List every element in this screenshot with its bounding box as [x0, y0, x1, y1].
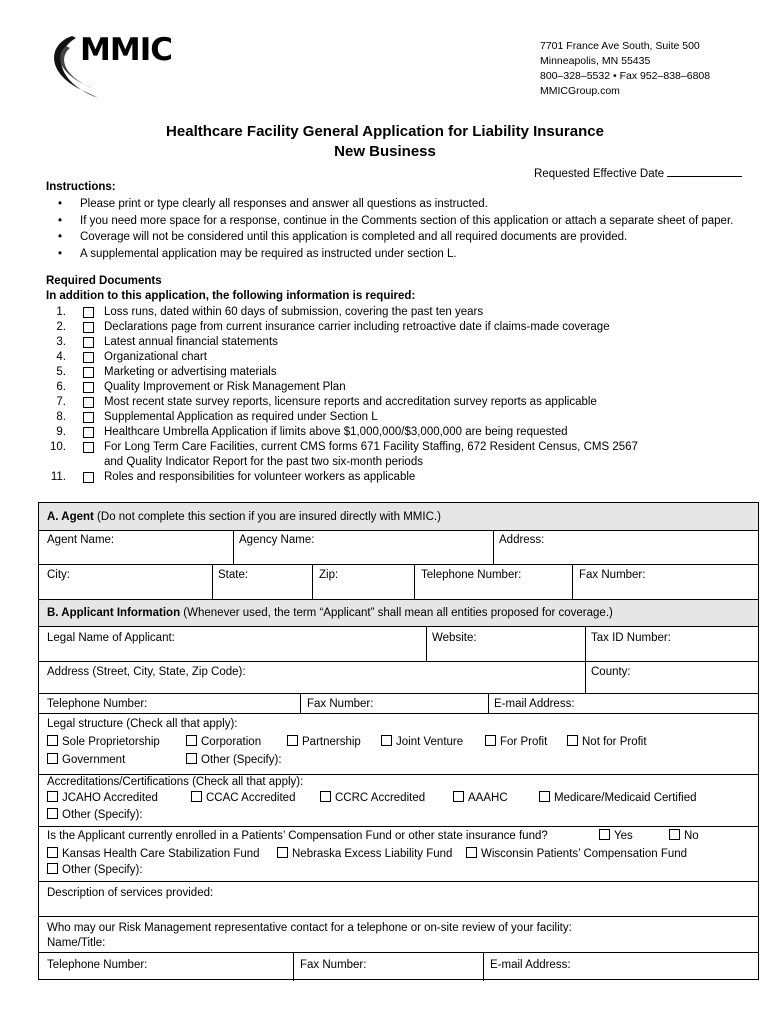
requested-effective-date [534, 167, 742, 180]
section-b-title: B. Applicant Information (Whenever used, the term “Applicant” shall mean all entities proposed for coverage.) [47, 607, 613, 619]
checkbox[interactable] [466, 847, 477, 858]
checkbox[interactable] [83, 412, 94, 423]
agency-name-field[interactable]: Agency Name: [239, 534, 315, 546]
checkbox[interactable] [47, 847, 58, 858]
tax-id-field[interactable]: Tax ID Number: [591, 632, 671, 644]
agent-name-field[interactable]: Agent Name: [47, 534, 115, 546]
contact-telephone-field[interactable]: Telephone Number: [47, 959, 148, 971]
website-field[interactable]: Website: [432, 632, 477, 644]
county-field[interactable]: County: [591, 666, 631, 678]
option-jcaho[interactable]: JCAHO Accredited [47, 791, 158, 805]
checkbox[interactable] [47, 791, 58, 802]
checkbox[interactable] [83, 307, 94, 318]
checkbox[interactable] [47, 735, 58, 746]
option-sole-proprietorship[interactable]: Sole Proprietorship [47, 735, 160, 749]
checkbox[interactable] [47, 808, 58, 819]
effective-date-field[interactable] [667, 167, 742, 177]
form-subtitle: New Business [334, 143, 436, 160]
address-line: 7701 France Ave South, Suite 500 [540, 40, 700, 52]
address-line: 800–328–5532 • Fax 952–838–6808 [540, 70, 711, 82]
option-for-profit[interactable]: For Profit [485, 735, 547, 749]
option-kansas-fund[interactable]: Kansas Health Care Stabilization Fund [47, 847, 260, 861]
option-government[interactable]: Government [47, 753, 125, 767]
agent-fax-field[interactable]: Fax Number: [579, 569, 646, 581]
checkbox[interactable] [539, 791, 550, 802]
checkbox[interactable] [191, 791, 202, 802]
accreditations-label: Accreditations/Certifications (Check all that apply): [47, 776, 304, 788]
section-a-title: A. Agent (Do not complete this section if you are insured directly with MMIC.) [47, 511, 441, 523]
required-docs-heading: Required Documents [46, 275, 162, 287]
instruction-item: • A supplemental application may be required as instructed under section L. [46, 246, 733, 263]
option-nebraska-fund[interactable]: Nebraska Excess Liability Fund [277, 847, 452, 861]
checkbox[interactable] [567, 735, 578, 746]
checkbox[interactable] [186, 735, 197, 746]
legal-name-field[interactable]: Legal Name of Applicant: [47, 632, 175, 644]
legal-structure-label: Legal structure (Check all that apply): [47, 718, 238, 730]
address-line: Minneapolis, MN 55435 [540, 55, 651, 67]
option-joint-venture[interactable]: Joint Venture [381, 735, 463, 749]
contact-name-title-field[interactable]: Name/Title: [47, 937, 106, 949]
option-partnership[interactable]: Partnership [287, 735, 361, 749]
option-other-structure[interactable]: Other (Specify): [186, 753, 282, 767]
form-title: Healthcare Facility General Application for Liability Insurance [166, 123, 604, 140]
agent-zip-field[interactable]: Zip: [319, 569, 339, 581]
contact-question: Who may our Risk Management representative contact for a telephone or on-site review of your facility: [47, 922, 572, 934]
agent-city-field[interactable]: City: [47, 569, 70, 581]
option-not-for-profit[interactable]: Not for Profit [567, 735, 647, 749]
checkbox[interactable] [83, 367, 94, 378]
checkbox[interactable] [83, 337, 94, 348]
checkbox[interactable] [381, 735, 392, 746]
agent-telephone-field[interactable]: Telephone Number: [421, 569, 522, 581]
checkbox[interactable] [83, 352, 94, 363]
pcf-question: Is the Applicant currently enrolled in a Patients’ Compensation Fund or other state insurance fund? [47, 830, 548, 842]
checkbox[interactable] [287, 735, 298, 746]
instructions-heading: Instructions: [46, 181, 116, 193]
option-other-accreditation[interactable]: Other (Specify): [47, 808, 143, 822]
services-description-field[interactable]: Description of services provided: [47, 887, 214, 899]
contact-email-field[interactable]: E-mail Address: [490, 959, 571, 971]
applicant-fax-field[interactable]: Fax Number: [307, 698, 374, 710]
option-corporation[interactable]: Corporation [186, 735, 261, 749]
checkbox[interactable] [277, 847, 288, 858]
checkbox[interactable] [83, 427, 94, 438]
effective-date-label: Requested Effective Date [534, 168, 665, 180]
checkbox[interactable] [83, 382, 94, 393]
option-other-fund[interactable]: Other (Specify): [47, 863, 143, 877]
agent-state-field[interactable]: State: [218, 569, 249, 581]
instruction-item: • If you need more space for a response, continue in the Comments section of this application or attach a separate sheet of paper. [46, 213, 733, 230]
option-ccrc[interactable]: CCRC Accredited [320, 791, 425, 805]
option-yes[interactable]: Yes [599, 829, 633, 843]
company-address [540, 39, 710, 99]
checkbox[interactable] [320, 791, 331, 802]
required-docs-subheading: In addition to this application, the following information is required: [46, 290, 416, 302]
instructions-list [46, 196, 733, 262]
checkbox[interactable] [186, 753, 197, 764]
instruction-item: • Please print or type clearly all responses and answer all questions as instructed. [46, 196, 733, 213]
mmic-logo [42, 30, 182, 102]
checkbox[interactable] [83, 397, 94, 408]
logo-text: MMIC [80, 32, 172, 68]
option-medicare-medicaid[interactable]: Medicare/Medicaid Certified [539, 791, 697, 805]
option-no[interactable]: No [669, 829, 699, 843]
checkbox[interactable] [83, 442, 94, 453]
checkbox[interactable] [485, 735, 496, 746]
applicant-email-field[interactable]: E-mail Address: [494, 698, 575, 710]
option-aaahc[interactable]: AAAHC [453, 791, 508, 805]
applicant-address-field[interactable]: Address (Street, City, State, Zip Code): [47, 666, 246, 678]
checkbox[interactable] [47, 863, 58, 874]
checkbox[interactable] [453, 791, 464, 802]
address-line: MMICGroup.com [540, 85, 620, 97]
applicant-telephone-field[interactable]: Telephone Number: [47, 698, 148, 710]
contact-fax-field[interactable]: Fax Number: [300, 959, 367, 971]
option-wisconsin-fund[interactable]: Wisconsin Patients’ Compensation Fund [466, 847, 687, 861]
application-form-table [38, 502, 759, 980]
checkbox[interactable] [669, 829, 680, 840]
checkbox[interactable] [47, 753, 58, 764]
checkbox[interactable] [83, 472, 94, 483]
checkbox[interactable] [599, 829, 610, 840]
instruction-item: • Coverage will not be considered until this application is completed and all required documents are provided. [46, 229, 733, 246]
agent-address-field[interactable]: Address: [499, 534, 545, 546]
checkbox[interactable] [83, 322, 94, 333]
option-ccac[interactable]: CCAC Accredited [191, 791, 295, 805]
